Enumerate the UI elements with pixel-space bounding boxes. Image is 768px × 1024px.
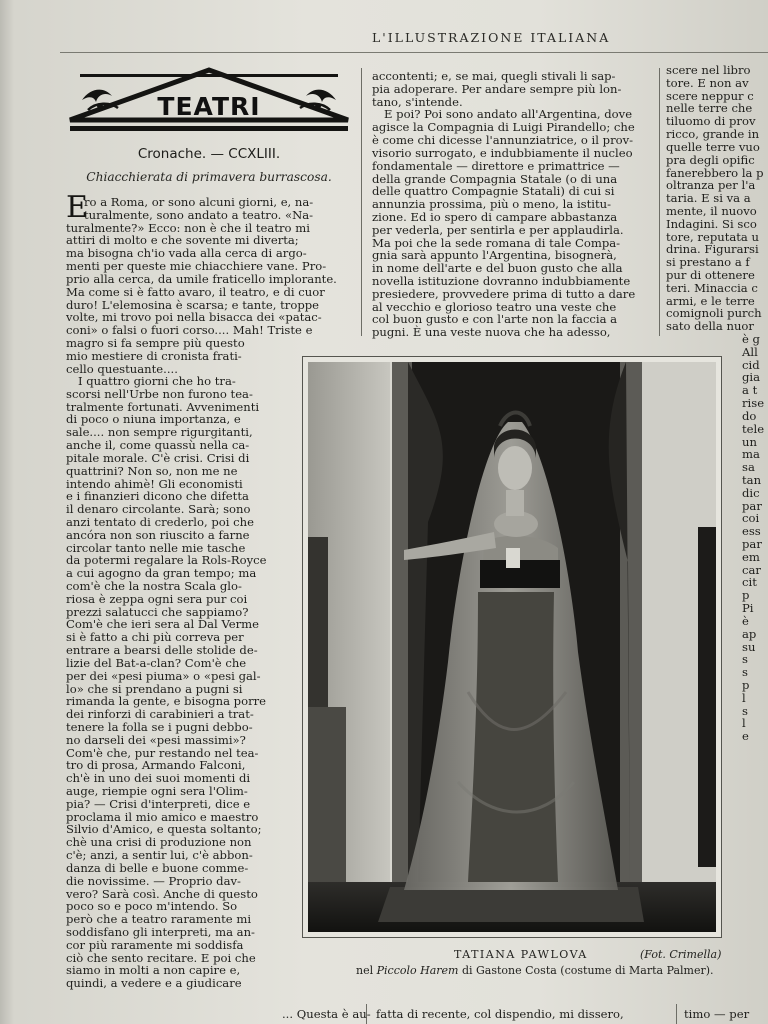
- text-line: nelle terre che: [666, 101, 753, 116]
- text-line: coi: [742, 511, 760, 526]
- text-line: anche il, come quassù nella ca-: [66, 438, 250, 453]
- text-line: tenere la folla se i pugni debbo-: [66, 719, 253, 734]
- text-line: e: [742, 729, 749, 744]
- text-line: tele: [742, 421, 765, 436]
- text-line: pur di ottenere: [666, 268, 755, 282]
- text-line: fanerebbero la p: [666, 165, 764, 180]
- text-line: ch'è in uno dei suoi momenti di: [66, 771, 251, 786]
- text-line: ma bisogna ch'io vada alla cerca di argo-: [66, 246, 307, 261]
- text-line: della grande Compagnia Statale (o di una: [372, 171, 618, 186]
- text-line: car: [742, 562, 761, 577]
- text-line: Ma poi che la sede romana di tale Compa-: [372, 235, 621, 250]
- text-line: gia: [742, 370, 761, 385]
- text-line: l: [742, 690, 746, 705]
- text-line: comignoli purch: [666, 306, 762, 321]
- text-line: Silvio d'Amico, e questa soltanto;: [66, 822, 262, 837]
- text-line: attiri di molto e che sovente mi diverta;: [66, 233, 299, 248]
- caption-suffix: di Gastone Costa (costume di Marta Palmer).: [458, 964, 714, 977]
- text-line: scorsi nell'Urbe non furono tea-: [66, 386, 253, 401]
- drop-cap: E: [66, 190, 88, 225]
- column3-body-text: [666, 64, 764, 333]
- text-line: circolar tanto nelle mie tasche: [66, 540, 246, 555]
- text-line: si è fatto a chi più correva per: [66, 630, 244, 645]
- text-line: scere neppur c: [666, 88, 754, 103]
- text-line: cor più raramente mi soddisfa: [66, 937, 244, 952]
- actress-figure-image: [308, 362, 716, 932]
- text-line: p: [742, 677, 750, 692]
- text-line: a t: [742, 383, 758, 398]
- text-line: novella istituzione dovranno indubbiamente: [372, 274, 631, 288]
- column-rule-right: [659, 68, 660, 336]
- actress-photograph: [308, 362, 716, 932]
- text-line: ro a Roma, or sono alcuni giorni, e, na-: [84, 195, 314, 209]
- text-line: poco so e poco m'intendo. So: [66, 899, 238, 914]
- column1-body-text: [66, 375, 267, 990]
- text-line: zione. Ed io spero di campare abbastanza: [372, 209, 618, 224]
- text-line: di poco o niuna importanza, e: [66, 412, 241, 427]
- text-line: soddisfano gli interpreti, ma an-: [66, 924, 255, 939]
- column2-bottom-line: fatta di recente, col dispendio, mi dissero,: [376, 1007, 624, 1021]
- text-line: tralmente fortunati. Avvenimenti: [66, 399, 260, 414]
- text-line: pia? — Crisi d'interpreti, dice e: [66, 796, 251, 811]
- text-line: siamo in molti a non capire e,: [66, 963, 241, 978]
- text-line: ess: [742, 524, 761, 539]
- text-line: un: [742, 434, 757, 449]
- text-line: riosa è zeppa ogni sera pur coi: [66, 591, 248, 606]
- column-rule-bottom-right: [676, 1004, 677, 1024]
- text-line: visorio surrogato, e indubbiamente il nucleo: [372, 145, 633, 160]
- text-line: Indagini. Si sco: [666, 216, 757, 231]
- text-line: Ma come si è fatto avaro, il teatro, e di cuor: [66, 284, 325, 299]
- column3-edge-text: [742, 333, 764, 743]
- text-line: ricco, grande in: [666, 127, 760, 142]
- text-line: s: [742, 665, 748, 680]
- column1-opening-text: [66, 196, 337, 375]
- text-line: prezzi salatucci che sappiamo?: [66, 604, 249, 619]
- text-line: prio alla cerca, da umile fraticello implorante.: [66, 271, 337, 286]
- text-line: dei rinforzi di carabinieri a trat-: [66, 707, 254, 722]
- text-line: tore, reputata u: [666, 229, 759, 244]
- text-line: danza di belle e buone comme-: [66, 860, 249, 875]
- text-line: però che a teatro raramente mi: [66, 912, 252, 927]
- header-rule: [60, 52, 768, 53]
- text-line: I quattro giorni che ho tra-: [78, 374, 236, 388]
- text-line: è come chi dicesse l'annunziatrice, o il prov-: [372, 133, 634, 148]
- text-line: turalmente, sono andato a teatro. «Na-: [84, 207, 314, 222]
- text-line: turalmente?» Ecco: non è che il teatro mi: [66, 220, 310, 235]
- text-line: cid: [742, 357, 760, 372]
- text-line: presiedere, provvedere prima di tutto a dare: [372, 286, 636, 301]
- text-line: rise: [742, 396, 765, 411]
- text-line: Com'è che, pur restando nel tea-: [66, 745, 259, 760]
- text-line: s: [742, 703, 748, 718]
- column2-body-text: [372, 70, 635, 339]
- text-line: oltranza per l'a: [666, 178, 756, 193]
- text-line: delle quattro Compagnie Statali) di cui si: [372, 184, 615, 199]
- text-line: com'è che la nostra Scala glo-: [66, 579, 242, 593]
- text-line: tore. E non av: [666, 75, 749, 90]
- text-line: a cui agogno da gran tempo; ma: [66, 566, 257, 581]
- text-line: pugni. È una veste nuova che ha adesso,: [372, 325, 611, 340]
- caption-actress-name: TATIANA PAWLOVA: [454, 948, 588, 961]
- caption-prefix: nel: [356, 964, 377, 977]
- page-gutter-shadow: [0, 0, 14, 1024]
- text-line: em: [742, 549, 760, 564]
- text-line: e i finanzieri dicono che difetta: [66, 489, 249, 504]
- column-rule-left: [361, 68, 362, 336]
- text-line: menti per queste mie chiacchiere vane. Pro-: [66, 259, 327, 274]
- text-line: coni» o falsi o fuori corso.... Mah! Triste e: [66, 323, 313, 338]
- text-line: per vederla, per sentirla e per applaudirla.: [372, 222, 624, 237]
- text-line: tano, s'intende.: [372, 94, 463, 109]
- text-line: teri. Minaccia c: [666, 280, 758, 295]
- text-line: sato della nuor: [666, 319, 754, 334]
- text-line: p: [742, 588, 750, 603]
- text-line: do: [742, 408, 757, 423]
- text-line: magro si fa sempre più questo: [66, 335, 245, 350]
- column-title: Cronache. — CCXLIII.: [137, 146, 281, 162]
- text-line: il denaro circolante. Sarà; sono: [66, 502, 251, 517]
- text-line: agisce la Compagnia di Luigi Pirandello; che: [372, 120, 635, 135]
- text-line: al vecchio e glorioso teatro una veste che: [372, 299, 617, 314]
- caption-photo-credit: (Fot. Crimella): [640, 948, 722, 961]
- text-line: da potermi regalare la Rols-Royce: [66, 553, 267, 568]
- text-line: drina. Figurarsi: [666, 242, 759, 257]
- text-line: lo» che si prendano a pugni si: [66, 681, 243, 696]
- text-line: c'è; anzi, a sentir lui, c'è abbon-: [66, 848, 253, 863]
- text-line: col buon gusto e con l'arte non la faccia a: [372, 312, 618, 327]
- text-line: lizie del Bat-a-clan? Com'è che: [66, 655, 247, 670]
- text-line: sa: [742, 460, 755, 475]
- text-line: pitale morale. C'è crisi. Crisi di: [66, 450, 250, 465]
- text-line: par: [742, 498, 762, 513]
- text-line: pia adoperare. Per andare sempre più lon-: [372, 81, 622, 96]
- text-line: è: [742, 613, 749, 628]
- teatri-heading: [66, 66, 352, 138]
- text-line: ap: [742, 626, 757, 641]
- text-line: die novissime. — Proprio dav-: [66, 873, 241, 888]
- text-line: vero? Sarà così. Anche di questo: [66, 886, 258, 901]
- text-line: auge, riempie ogni sera l'Olim-: [66, 784, 248, 798]
- text-line: dic: [742, 485, 760, 500]
- text-line: fondamentale — direttore e primattrice —: [372, 158, 620, 173]
- text-line: par: [742, 537, 762, 551]
- text-line: intendo ahimè! Gli economisti: [66, 476, 243, 491]
- text-line: mio mestiere di cronista frati-: [66, 348, 242, 363]
- text-line: si prestano a f: [666, 255, 750, 270]
- text-line: mente, il nuovo: [666, 203, 757, 218]
- text-line: sale.... non sempre rigurgitanti,: [66, 425, 253, 440]
- text-line: tro di prosa, Armando Falconi,: [66, 758, 246, 773]
- text-line: All: [742, 344, 758, 359]
- text-line: proclama il mio amico e maestro: [66, 809, 259, 824]
- text-line: chè una crisi di produzione non: [66, 835, 252, 850]
- text-line: tan: [742, 472, 762, 487]
- text-line: gnia sarà appunto l'Argentina, bisognerà,: [372, 248, 617, 263]
- teatri-logo-word: TEATRI: [157, 92, 261, 121]
- text-line: cello questuante....: [66, 361, 178, 376]
- text-line: entrare a bearsi delle stolide de-: [66, 643, 258, 658]
- text-line: scere nel libro: [666, 63, 751, 77]
- text-line: volte, mi trovo poi nella bisacca dei «patac-: [66, 310, 322, 325]
- text-line: taria. E si va a: [666, 191, 751, 206]
- text-line: E poi? Poi sono andato all'Argentina, dove: [384, 107, 633, 122]
- text-line: Com'è che ieri sera al Dal Verme: [66, 617, 260, 632]
- column1-last-line-tail: ... Questa è au-: [282, 1007, 371, 1021]
- text-line: l: [742, 716, 746, 731]
- text-line: tiluomo di prov: [666, 114, 756, 129]
- text-line: no darseli dei «pesi massimi»?: [66, 732, 246, 747]
- article-subtitle: Chiacchierata di primavera burrascosa.: [86, 170, 332, 184]
- text-line: quindi, a vedere e a giudicare: [66, 976, 242, 991]
- text-line: su: [742, 639, 756, 654]
- caption-description: [356, 964, 714, 977]
- text-line: cit: [742, 575, 757, 590]
- text-line: è g: [742, 332, 760, 346]
- text-line: rimanda la gente, e bisogna porre: [66, 694, 267, 709]
- text-line: ciò che sento recitare. E poi che: [66, 950, 256, 965]
- text-line: s: [742, 652, 748, 667]
- text-line: per dei «pesi piuma» o «pesi gal-: [66, 668, 261, 683]
- text-line: anzi tentato di crederlo, poi che: [66, 514, 254, 529]
- column3-bottom-line: timo — per: [684, 1007, 750, 1021]
- text-line: Pi: [742, 601, 754, 616]
- text-line: duro! L'elemosina è scarsa; e tante, troppe: [66, 297, 320, 312]
- text-line: ma: [742, 447, 760, 462]
- caption-play-title: Piccolo Harem: [376, 964, 459, 977]
- text-line: quattrini? Non so, non me ne: [66, 463, 238, 478]
- text-line: annunzia prossima, più o meno, la istitu-: [372, 197, 612, 212]
- text-line: armi, e le terre: [666, 293, 755, 308]
- text-line: in nome dell'arte e del buon gusto che alla: [372, 261, 623, 276]
- text-line: quelle terre vuo: [666, 139, 760, 154]
- running-head: L'ILLUSTRAZIONE ITALIANA: [372, 30, 611, 45]
- text-line: pra degli opific: [666, 152, 755, 167]
- text-line: accontenti; e, se mai, quegli stivali li sap-: [372, 69, 616, 83]
- text-line: ancóra non son riuscito a farne: [66, 527, 250, 542]
